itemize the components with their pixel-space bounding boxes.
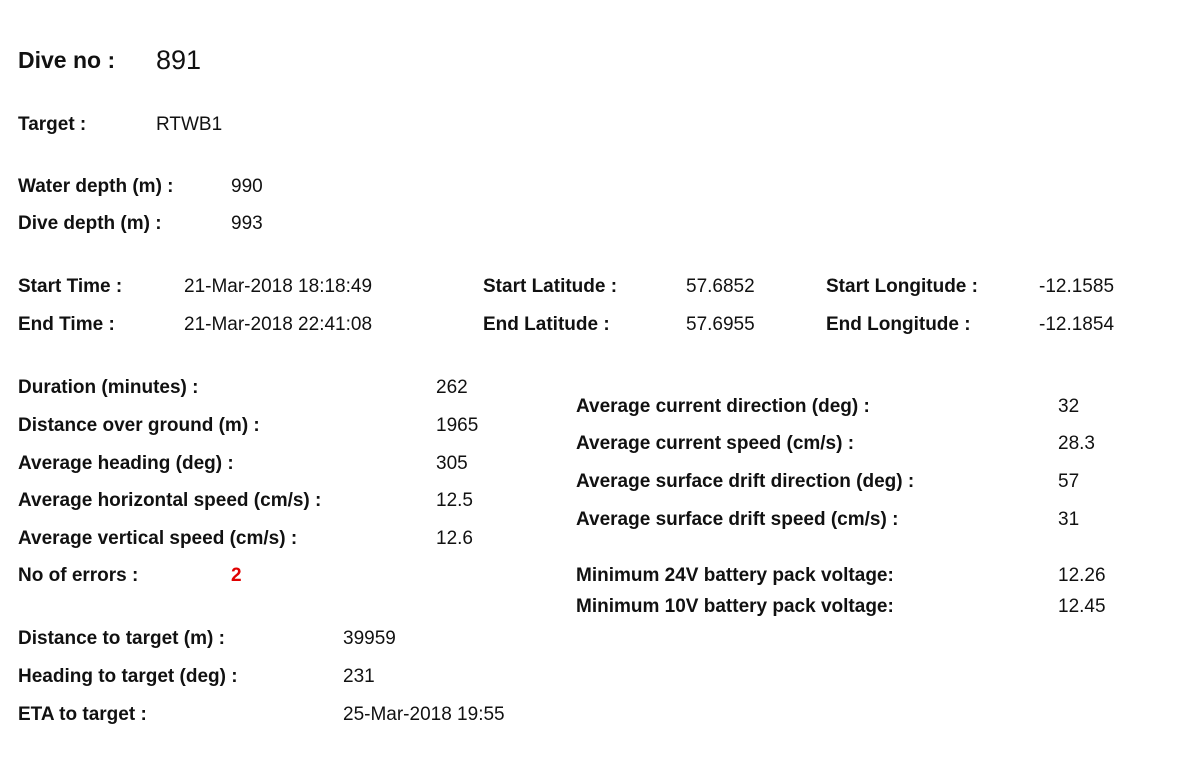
min-24v-battery-label: Minimum 24V battery pack voltage: [576, 565, 894, 586]
average-current-direction-label: Average current direction (deg) : [576, 396, 870, 417]
distance-to-target-value: 39959 [343, 628, 396, 649]
start-time-label: Start Time : [18, 276, 123, 297]
average-surface-drift-speed-value: 31 [1058, 509, 1080, 530]
end-latitude-value: 57.6955 [686, 314, 755, 335]
end-time-value: 21-Mar-2018 22:41:08 [184, 314, 373, 335]
end-longitude-value: -12.1854 [1039, 314, 1115, 335]
average-horizontal-speed-label: Average horizontal speed (cm/s) : [18, 490, 322, 511]
dive-number-value: 891 [156, 45, 202, 75]
eta-to-target-value: 25-Mar-2018 19:55 [343, 704, 505, 725]
average-current-speed-label: Average current speed (cm/s) : [576, 433, 855, 454]
start-longitude-value: -12.1585 [1039, 276, 1115, 297]
min-10v-battery-value: 12.45 [1058, 596, 1106, 617]
average-surface-drift-direction-label: Average surface drift direction (deg) : [576, 471, 915, 492]
average-current-direction-value: 32 [1058, 396, 1080, 417]
average-vertical-speed-value: 12.6 [436, 528, 473, 549]
average-surface-drift-direction-value: 57 [1058, 471, 1080, 492]
target-value: RTWB1 [156, 114, 223, 135]
min-10v-battery-label: Minimum 10V battery pack voltage: [576, 596, 894, 617]
end-time-label: End Time : [18, 314, 115, 335]
water-depth-label: Water depth (m) : [18, 176, 174, 197]
average-current-speed-value: 28.3 [1058, 433, 1095, 454]
end-latitude-label: End Latitude : [483, 314, 610, 335]
errors-value: 2 [231, 565, 242, 586]
distance-over-ground-value: 1965 [436, 415, 479, 436]
distance-to-target-label: Distance to target (m) : [18, 628, 225, 649]
dive-depth-value: 993 [231, 213, 263, 234]
end-longitude-label: End Longitude : [826, 314, 971, 335]
start-longitude-label: Start Longitude : [826, 276, 978, 297]
duration-label: Duration (minutes) : [18, 377, 199, 398]
duration-value: 262 [436, 377, 468, 398]
heading-to-target-value: 231 [343, 666, 375, 687]
heading-to-target-label: Heading to target (deg) : [18, 666, 238, 687]
eta-to-target-label: ETA to target : [18, 704, 147, 725]
dive-number-label: Dive no : [18, 47, 116, 73]
start-time-value: 21-Mar-2018 18:18:49 [184, 276, 373, 297]
errors-label: No of errors : [18, 565, 139, 586]
average-vertical-speed-label: Average vertical speed (cm/s) : [18, 528, 298, 549]
average-heading-label: Average heading (deg) : [18, 453, 234, 474]
start-latitude-label: Start Latitude : [483, 276, 618, 297]
start-latitude-value: 57.6852 [686, 276, 755, 297]
average-horizontal-speed-value: 12.5 [436, 490, 473, 511]
distance-over-ground-label: Distance over ground (m) : [18, 415, 260, 436]
water-depth-value: 990 [231, 176, 263, 197]
target-label: Target : [18, 114, 87, 135]
min-24v-battery-value: 12.26 [1058, 565, 1106, 586]
dive-depth-label: Dive depth (m) : [18, 213, 162, 234]
average-surface-drift-speed-label: Average surface drift speed (cm/s) : [576, 509, 899, 530]
average-heading-value: 305 [436, 453, 468, 474]
